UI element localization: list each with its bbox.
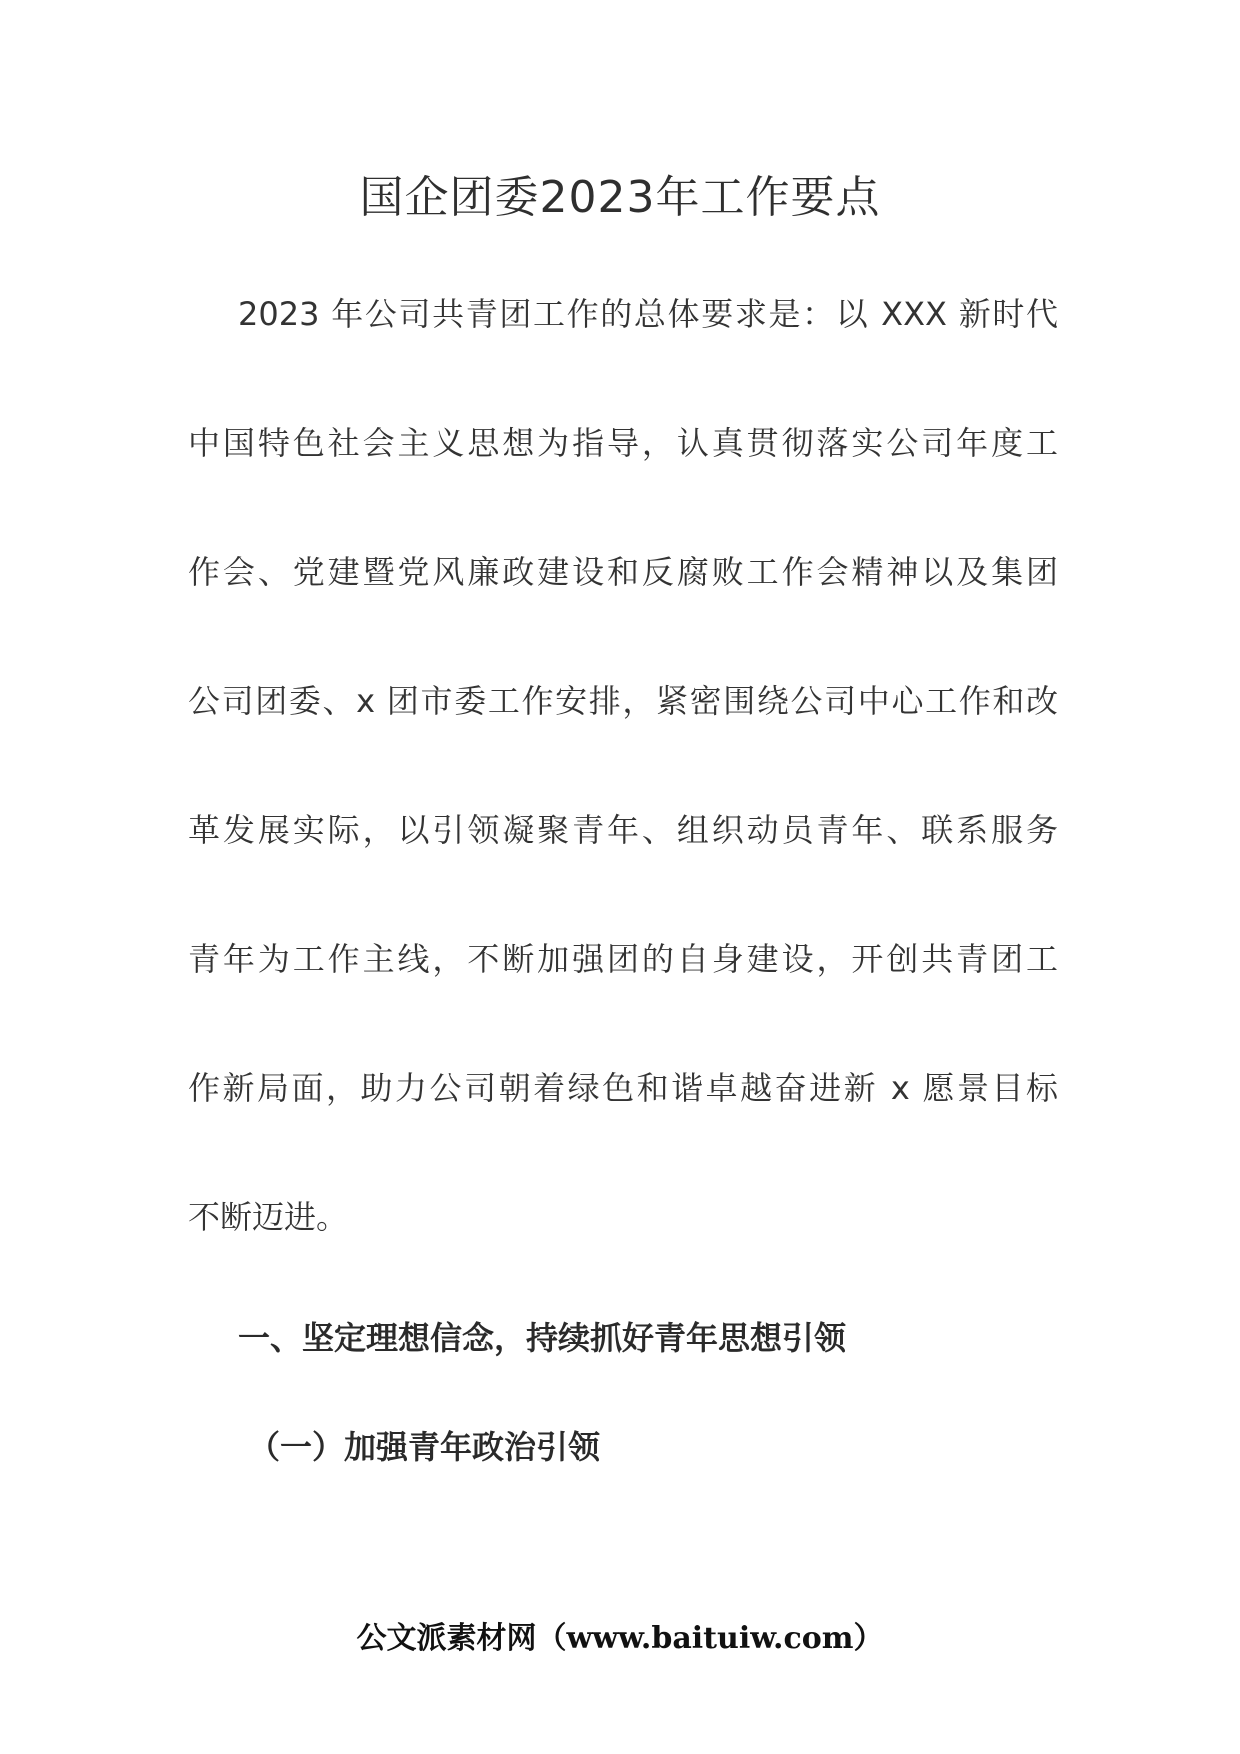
source-footer: 公文派素材网（www.baituiw.com）: [356, 1621, 884, 1656]
intro-line-7: 作新局面，助力公司朝着绿色和谐卓越奋进新 x 愿景目标: [188, 1069, 1058, 1107]
intro-line-3: 作会、党建暨党风廉政建设和反腐败工作会精神以及集团: [188, 553, 1058, 591]
document-title: 国企团委2023年工作要点: [359, 172, 881, 223]
intro-line-1: 2023 年公司共青团工作的总体要求是：以 XXX 新时代: [238, 295, 1058, 333]
section-heading: 一、坚定理想信念，持续抓好青年思想引领: [238, 1319, 847, 1357]
intro-line-5: 革发展实际，以引领凝聚青年、组织动员青年、联系服务: [188, 811, 1058, 849]
intro-line-6: 青年为工作主线，不断加强团的自身建设，开创共青团工: [188, 940, 1058, 978]
intro-line-8: 不断迈进。: [188, 1198, 349, 1236]
intro-line-2: 中国特色社会主义思想为指导，认真贯彻落实公司年度工: [188, 424, 1058, 462]
intro-line-4: 公司团委、x 团市委工作安排，紧密围绕公司中心工作和改: [188, 682, 1058, 720]
subsection-heading: （一）加强青年政治引领: [248, 1428, 601, 1466]
